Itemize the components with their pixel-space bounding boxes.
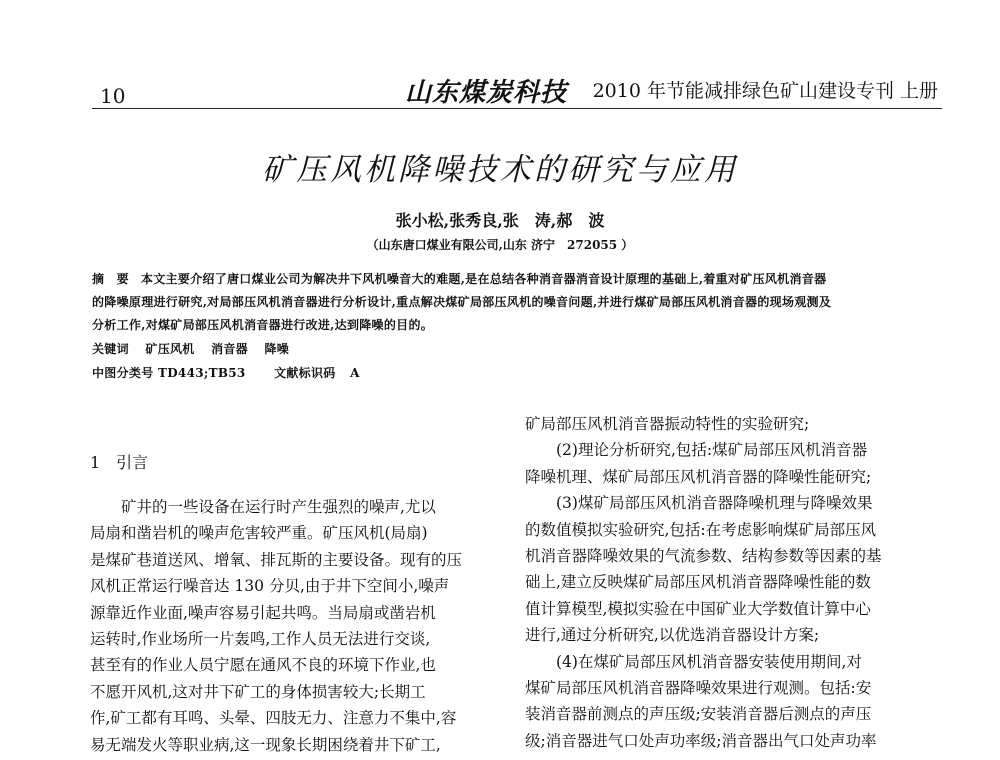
text-line: 机消音器降噪效果的气流参数、结构参数等因素的基 <box>525 547 882 566</box>
issue-title: 2010 年节能减排绿色矿山建设专刊 上册 <box>592 80 938 102</box>
classification <box>92 364 360 381</box>
right-column <box>525 411 937 754</box>
text-line: 运转时,作业场所一片轰鸣,工作人员无法进行交谈, <box>90 630 431 649</box>
authors: 张小松,张秀良,张 涛,郝 波 <box>395 211 605 230</box>
section-heading: 1 引言 <box>90 453 149 472</box>
abstract-line: 分析工作,对煤矿局部压风机消音器进行改进,达到降噪的目的。 <box>92 318 434 332</box>
doc-code-value: A <box>350 366 360 380</box>
header-rule <box>92 108 942 109</box>
text-line: 矿井的一些设备在运行时产生强烈的噪声,尤以 <box>90 498 436 516</box>
page-number: 10 <box>100 84 126 108</box>
text-line: 矿局部压风机消音器振动特性的实验研究; <box>525 415 810 433</box>
keyword: 降噪 <box>264 342 290 356</box>
text-line: 源靠近作业面,噪声容易引起共鸣。当局扇或凿岩机 <box>90 603 436 622</box>
text-line: (2)理论分析研究,包括:煤矿局部压风机消音器 <box>525 441 868 460</box>
keyword: 消音器 <box>211 342 248 356</box>
text-line: 础上,建立反映煤矿局部压风机消音器降噪性能的数 <box>525 573 871 592</box>
text-line: 降噪机理、煤矿局部压风机消音器的降噪性能研究; <box>525 467 872 486</box>
text-line: 是煤矿巷道送风、增氧、排瓦斯的主要设备。现有的压 <box>90 550 463 569</box>
text-line: 甚至有的作业人员宁愿在通风不良的环境下作业,也 <box>90 656 436 675</box>
keywords <box>92 340 289 357</box>
text-line: 风机正常运行噪音达 130 分贝,由于井下空间小,噪声 <box>90 577 450 596</box>
text-line: 的数值模拟实验研究,包括:在考虑影响煤矿局部压风 <box>525 520 877 539</box>
text-line: 煤矿局部压风机消音器降噪效果进行观测。包括:安 <box>525 679 872 698</box>
text-line: (3)煤矿局部压风机消音器降噪机理与降噪效果 <box>525 494 873 513</box>
keyword: 矿压风机 <box>145 342 195 356</box>
text-line: 装消音器前测点的声压级;安装消音器后测点的声压 <box>525 705 872 724</box>
text-line: 易无端发火等职业病,这一现象长期困绕着井下矿工, <box>90 735 441 754</box>
paper-title: 矿压风机降噪技术的研究与应用 <box>262 152 738 188</box>
text-line: 作,矿工都有耳鸣、头晕、四肢无力、注意力不集中,容 <box>90 709 457 728</box>
abstract-label: 摘 要 <box>92 272 129 286</box>
abstract-line: 的降噪原理进行研究,对局部压风机消音器进行分析设计,重点解决煤矿局部压风机的噪音问题,并进行煤矿局部压风机消音器的现场观测及 <box>92 295 832 309</box>
abstract-line <box>92 270 826 287</box>
text-line: (4)在煤矿局部压风机消音器安装使用期间,对 <box>525 652 862 671</box>
text-line: 级;消音器进气口处声功率级;消音器出气口处声功率 <box>525 731 877 750</box>
text-line: 不愿开风机,这对井下矿工的身体损害较大;长期工 <box>90 682 426 701</box>
doc-code-label: 文献标识码 <box>274 366 336 380</box>
affiliation: （山东唐口煤业有限公司,山东 济宁 272055 ） <box>366 238 634 252</box>
text-line: 值计算模型,模拟实验在中国矿业大学数值计算中心 <box>525 599 871 618</box>
text-line: 局扇和凿岩机的噪声危害较严重。矿压风机(局扇) <box>90 524 428 543</box>
keywords-label: 关键词 <box>92 342 129 356</box>
journal-logo: 山东煤炭科技 <box>405 78 568 108</box>
text-line: 进行,通过分析研究,以优选消音器设计方案; <box>525 626 820 645</box>
left-column <box>90 494 495 758</box>
classification-label: 中图分类号 <box>92 366 154 380</box>
classification-value: TD443;TB53 <box>158 366 246 380</box>
abstract-text: 本文主要介绍了唐口煤业公司为解决井下风机噪音大的难题,是在总结各种消音器消音设计原理的基础上,着重对矿压风机消音器 <box>140 272 827 286</box>
